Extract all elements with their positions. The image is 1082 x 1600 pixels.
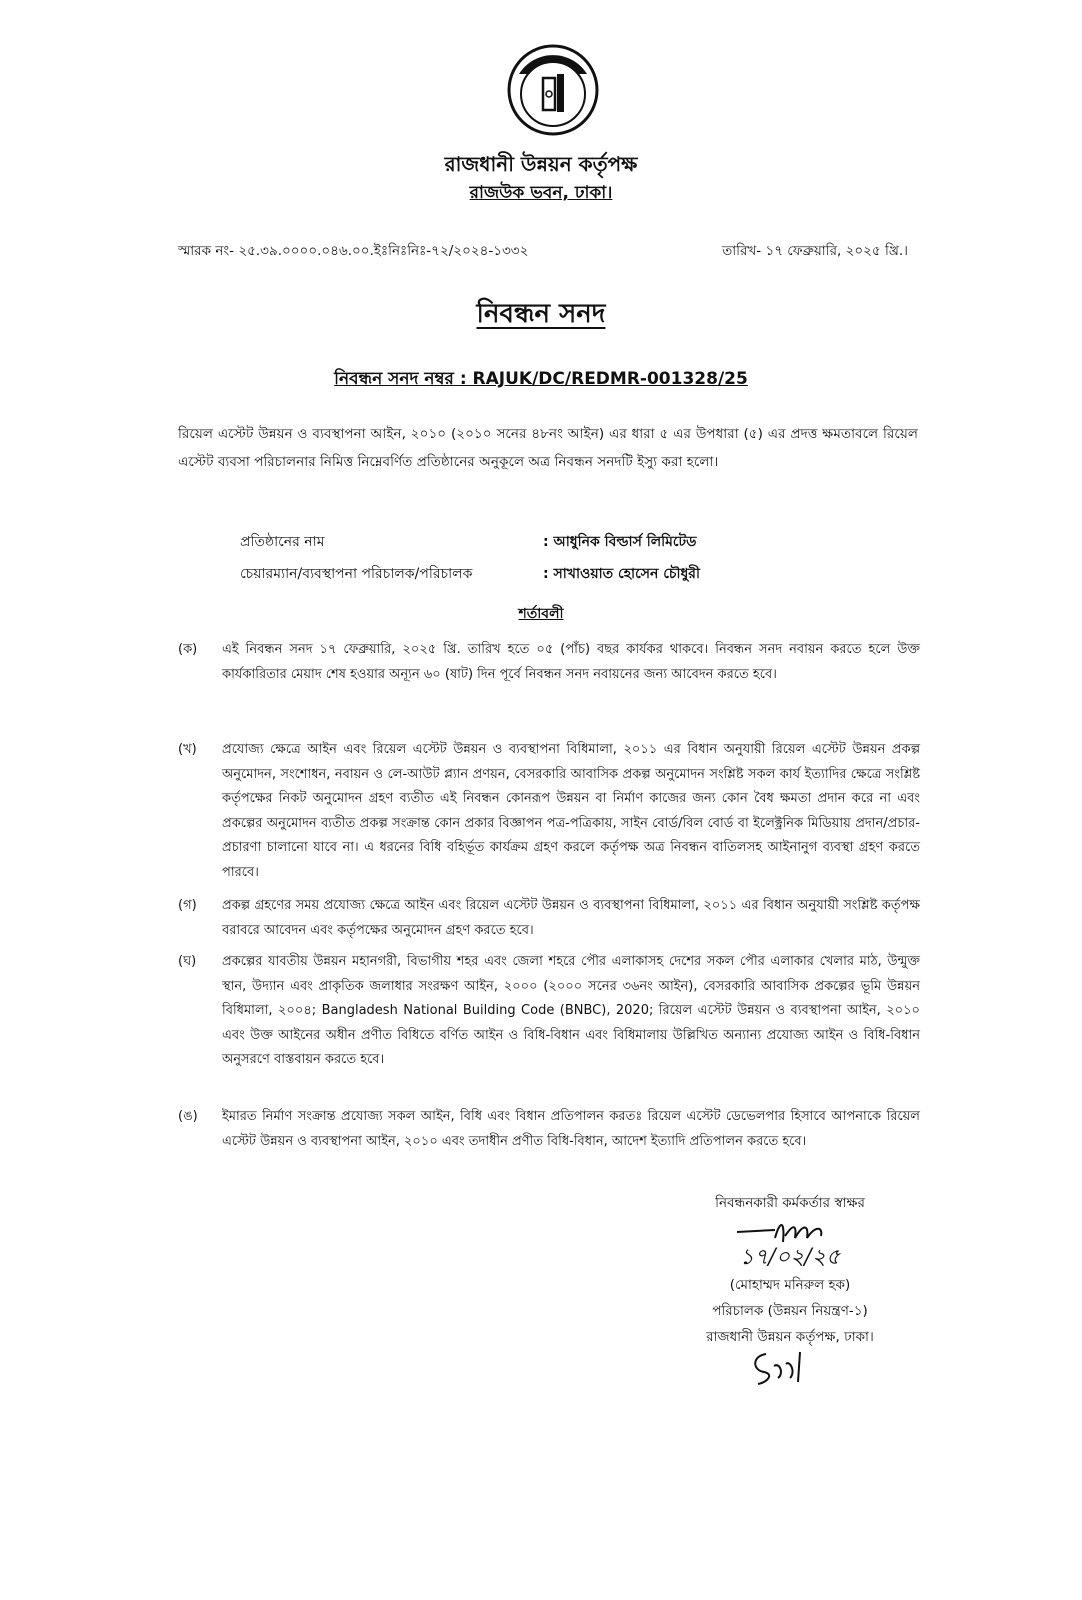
signatory-office: রাজধানী উন্নয়ন কর্তৃপক্ষ, ঢাকা। (706, 1329, 874, 1345)
term-marker: (খ) (178, 742, 197, 757)
organization-address (0, 180, 1082, 208)
field-value-org-name: : আধুনিক বিল্ডার্স লিমিটেড (543, 534, 697, 550)
term-marker: (ক) (178, 642, 198, 657)
terms-heading-text: শর্তাবলী (518, 606, 564, 622)
signatory-name: (মোহাম্মদ মনিরুল হক) (729, 1277, 851, 1293)
term-marker: (ঘ) (178, 954, 197, 969)
certificate-number (0, 366, 1082, 394)
field-value-chairman: : সাখাওয়াত হোসেন চৌধুরী (543, 566, 701, 582)
term-text: এই নিবন্ধন সনদ ১৭ ফেব্রুয়ারি, ২০২৫ খ্রি. তারিখ হতে ০৫ (পাঁচ) বছর কার্যকর থাকবে। নিবন্ধন সনদ নবায়ন করতে হলে উক্ত কার্যকারিতার মেয়াদ শেষ হওয়ার অন্যূন ৬০ (ষাট) দিন পূর্বে নিবন্ধন সনদ নবায়নের জন্য আবেদন করতে হবে। (222, 642, 920, 682)
document-title (0, 293, 1082, 337)
initials-scribble-icon (748, 1348, 818, 1388)
field-label-chairman: চেয়ারম্যান/ব্যবস্থাপনা পরিচালক/পরিচালক (240, 566, 473, 582)
handwritten-date: ১৭/০২/২৫ (739, 1245, 841, 1270)
terms-heading (0, 602, 1082, 626)
term-item (178, 738, 920, 885)
intro-paragraph: রিয়েল এস্টেট উন্নয়ন ও ব্যবস্থাপনা আইন, ২০১০ (২০১০ সনের ৪৮নং আইন) এর ধারা ৫ এর উপধারা (৫) এর প্রদত্ত ক্ষমতাবলে রিয়েল এস্টেট ব্যবসা পরিচালনার নিমিত্ত নিম্নেবর্ণিত প্রতিষ্ঠানের অনুকূলে অত্র নিবন্ধন সনদটি ইস্যু করা হলো। (178, 426, 918, 470)
organization-address-text: রাজউক ভবন, ঢাকা। (469, 183, 613, 203)
memo-number: স্মারক নং- ২৫.৩৯.০০০০.০৪৬.০০.ইঃনিঃনিঃ-৭২/২০২৪-১৩৩২ (178, 243, 529, 259)
term-text: প্রকল্প গ্রহণের সময় প্রযোজ্য ক্ষেত্রে আইন এবং রিয়েল এস্টেট উন্নয়ন ও ব্যবস্থাপনা বিধিমালা, ২০১১ এর বিধান অনুযায়ী সংশ্লিষ্ট কর্তৃপক্ষ বরাবরে আবেদন এবং কর্তৃপক্ষের অনুমোদন গ্রহণ করতে হবে। (222, 898, 920, 938)
term-item (178, 1105, 920, 1154)
term-item (178, 894, 920, 943)
organization-name: রাজধানী উন্নয়ন কর্তৃপক্ষ (444, 152, 638, 176)
reference-row (178, 240, 908, 263)
field-label-org-name: প্রতিষ্ঠানের নাম (240, 534, 325, 550)
certificate-number-text: নিবন্ধন সনদ নম্বর : RAJUK/DC/REDMR-001328/25 (334, 369, 748, 389)
term-text: ইমারত নির্মাণ সংক্রান্ত প্রযোজ্য সকল আইন, বিধি এবং বিধান প্রতিপালন করতঃ রিয়েল এস্টেট ডেভেলপার হিসাবে আপনাকে রিয়েল এস্টেট উন্নয়ন ও ব্যবস্থাপনা আইন, ২০১০ এবং তদাধীন প্রণীত বিধি-বিধান, আদেশ ইত্যাদি প্রতিপালন করতে হবে। (222, 1109, 920, 1149)
signature-caption: নিবন্ধনকারী কর্মকর্তার স্বাক্ষর (715, 1195, 865, 1211)
term-marker: (গ) (178, 898, 197, 913)
issue-date: তারিখ- ১৭ ফেব্রুয়ারি, ২০২৫ খ্রি.। (722, 243, 908, 259)
term-text: প্রকল্পের যাবতীয় উন্নয়ন মহানগরী, বিভাগীয় শহর এবং জেলা শহরে পৌর এলাকাসহ দেশের সকল পৌর এলাকার খেলার মাঠ, উন্মুক্ত স্থান, উদ্যান এবং প্রাকৃতিক জলাধার সংরক্ষণ আইন, ২০০০ (২০০০ সনের ৩৬নং আইন), বেসরকারি আবাসিক প্রকল্পের ভূমি উন্নয়ন বিধিমালা, ২০০৪; Bangladesh National Building Code (BNBC), 2020; রিয়েল এস্টেট উন্নয়ন ও ব্যবস্থাপনা আইন, ২০১০ এবং উক্ত আইনের অধীন প্রণীত বিধিতে বর্ণিত আইন ও বিধি-বিধান এবং বিধিমালায় উল্লিখিত অন্যান্য প্রযোজ্য আইন ও বিধি-বিধান অনুসরণে বাস্তবায়ন করতে হবে। (222, 954, 920, 1067)
rajuk-emblem-icon (507, 44, 599, 136)
term-item (178, 950, 920, 1073)
signatory-designation: পরিচালক (উন্নয়ন নিয়ন্ত্রণ-১) (712, 1303, 868, 1319)
term-item (178, 638, 920, 687)
term-text: প্রযোজ্য ক্ষেত্রে আইন এবং রিয়েল এস্টেট উন্নয়ন ও ব্যবস্থাপনা বিধিমালা, ২০১১ এর বিধান অনুযায়ী রিয়েল এস্টেট উন্নয়ন প্রকল্প অনুমোদন, সংশোধন, নবায়ন ও লে-আউট প্ল্যান প্রণয়ন, বেসরকারি আবাসিক প্রকল্প অনুমোদন সংশ্লিষ্ট সকল কার্য ইত্যাদির ক্ষেত্রে সংশ্লিষ্ট কর্তৃপক্ষের নিকট অনুমোদন গ্রহণ ব্যতীত এই নিবন্ধন কোনরূপ উন্নয়ন বা নির্মাণ কাজের জন্য কোন বৈধ ক্ষমতা প্রদান করে না এবং প্রকল্পের অনুমোদন ব্যতীত প্রকল্প সংক্রান্ত কোন প্রকার বিজ্ঞাপন পত্র-পত্রিকায়, সাইন বোর্ড/বিল বোর্ড বা ইলেক্ট্রনিক মিডিয়ায় প্রদান/প্রচার-প্রচারণা চালানো যাবে না। এ ধরনের বিধি বহির্ভূত কার্যক্রম গ্রহণ করলে কর্তৃপক্ষ অত্র নিবন্ধন বাতিলসহ আইনানুগ ব্যবস্থা গ্রহণ করতে পারবে। (222, 742, 920, 880)
term-marker: (ঙ) (178, 1109, 198, 1124)
document-title-text: নিবন্ধন সনদ (476, 299, 606, 329)
